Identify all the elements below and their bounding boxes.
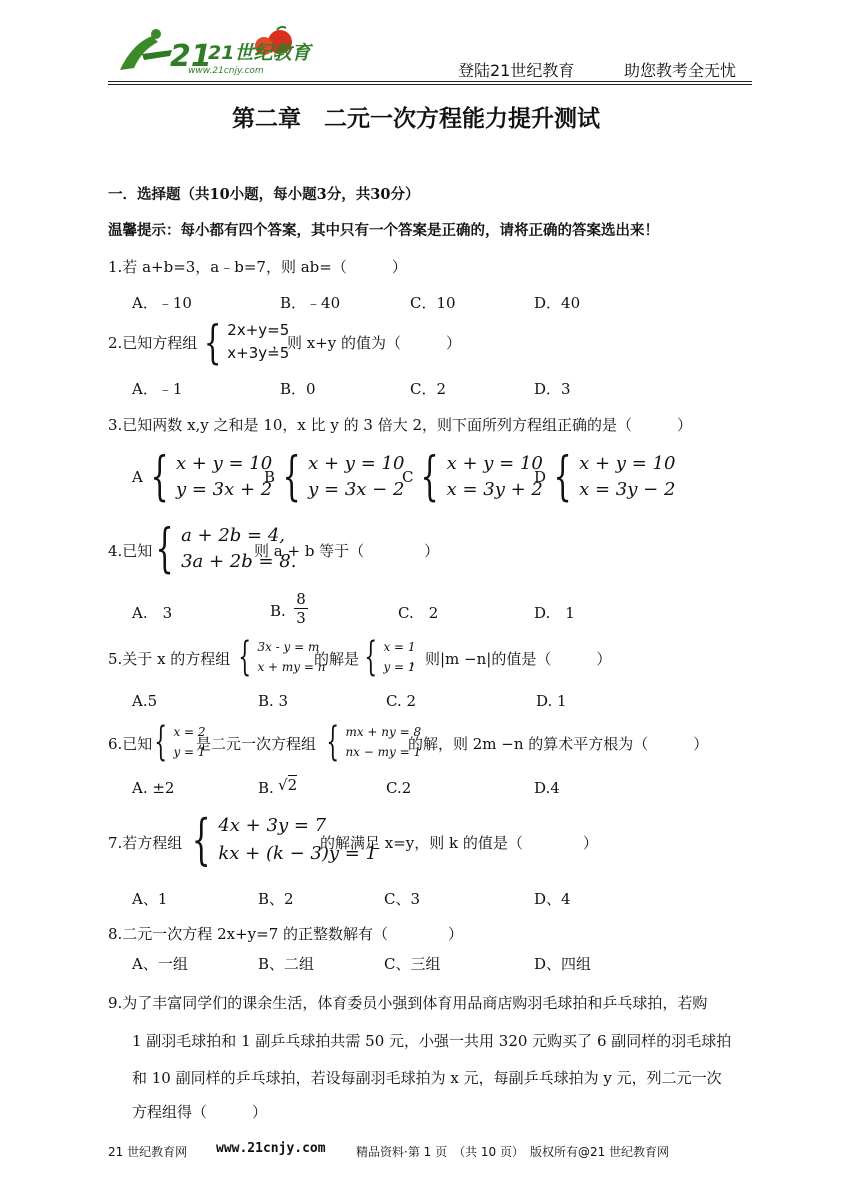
q6-mid: 是二元一次方程组 [196, 735, 317, 753]
q3-c-eq1: x + y = 10 [446, 453, 543, 474]
q7-option-d[interactable]: D、4 [534, 890, 571, 908]
footer-copyright: 精品资料·第 1 页 （共 10 页） 版权所有@21 世纪教育网 [356, 1145, 670, 1159]
q6-prefix: 6.已知 [108, 735, 153, 753]
q5-suffix: ，则|m −n|的值是（ ） [410, 650, 612, 668]
q4-prefix: 4.已知 [108, 542, 153, 560]
q2-eq2: x+3y=5 [227, 344, 290, 362]
q5-system [232, 634, 325, 680]
question-1: 1.若 a+b=3，a﹣b=7，则 ab=（ ） [108, 258, 407, 276]
q8-option-d[interactable]: D、四组 [534, 955, 592, 973]
logo-text: 21世纪教育 [208, 42, 311, 64]
brace-icon: { [238, 634, 252, 680]
q9-line-2: 1 副羽毛球拍和 1 副乒乓球拍共需 50 元，小强一共用 320 元购买了 6 副同样的羽毛球拍 [132, 1032, 732, 1050]
q4-suffix: 则 a + b 等于（ ） [254, 542, 440, 560]
header-rule-2 [108, 84, 752, 85]
header-tagline-2: 助您教考全无忧 [624, 61, 737, 80]
question-3: 3.已知两数 x,y 之和是 10，x 比 y 的 3 倍大 2，则下面所列方程组正确的是（ ） [108, 416, 693, 434]
q6-option-a[interactable]: A. ±2 [132, 779, 175, 797]
q6-sol1: x = 2 [173, 725, 206, 739]
brace-icon: { [282, 447, 301, 507]
q6-option-c[interactable]: C.2 [386, 779, 412, 797]
q8-option-b[interactable]: B、二组 [258, 955, 315, 973]
q5-sol1: x = 1 [383, 640, 416, 654]
q2-option-d[interactable]: D．3 [534, 380, 571, 398]
q5-option-c[interactable]: C. 2 [386, 692, 417, 710]
brace-icon: { [326, 719, 340, 765]
footer-url[interactable]: www.21cnjy.com [216, 1141, 326, 1156]
q4-option-b[interactable]: B. [270, 602, 286, 620]
brace-icon: { [191, 808, 211, 871]
brace-icon: { [553, 447, 572, 507]
fraction-numerator: 8 [296, 590, 306, 608]
q6-sol2: y = 1 [173, 745, 206, 759]
q5-option-a[interactable]: A.5 [132, 692, 158, 710]
brace-icon: { [203, 315, 222, 369]
q5-solution [358, 634, 416, 680]
sqrt-value: 2 [287, 776, 298, 794]
q7-option-c[interactable]: C、3 [384, 890, 421, 908]
brace-icon: { [154, 719, 168, 765]
brace-icon: { [420, 447, 440, 507]
q7-prefix: 7.若方程组 [108, 834, 183, 852]
q6-option-d[interactable]: D.4 [534, 779, 560, 797]
q3-choice-b[interactable] [264, 448, 404, 506]
q3-choice-a[interactable] [132, 448, 272, 506]
q7-option-b[interactable]: B、2 [258, 890, 294, 908]
q3-a-eq1: x + y = 10 [175, 453, 273, 474]
q2-option-a[interactable]: A．﹣1 [132, 380, 183, 398]
q3-d-eq2: x = 3y − 2 [579, 479, 676, 500]
q4-option-c[interactable]: C. 2 [398, 604, 439, 622]
q4-option-d[interactable]: D. 1 [534, 604, 575, 622]
q6-system [320, 719, 421, 765]
brace-icon: { [150, 447, 169, 507]
q5-sol2: y = 1 [383, 660, 416, 674]
q3-choice-d[interactable] [534, 448, 675, 506]
q4-eq2: 3a + 2b = 8. [181, 551, 297, 572]
q5-eq1: 3x - y = m [257, 640, 320, 654]
q4-fraction [294, 590, 308, 627]
section-heading: 一．选择题（共10小题，每小题3分，共30分） [108, 186, 420, 203]
q7-option-a[interactable]: A、1 [132, 890, 168, 908]
q3-b-eq1: x + y = 10 [308, 453, 405, 474]
q7-eq2: kx + (k − 3)y = 1 [218, 843, 378, 864]
site-logo[interactable] [112, 24, 311, 80]
q2-eq1: 2x+y=5 [227, 321, 290, 339]
q1-option-a[interactable]: A．﹣10 [132, 294, 192, 312]
q2-prefix: 2.已知方程组 [108, 334, 198, 352]
q4-option-a[interactable]: A. 3 [132, 604, 173, 622]
header-tagline-1: 登陆21世纪教育 [458, 61, 575, 80]
q7-suffix: 的解满足 x=y，则 k 的值是（ ） [320, 834, 598, 852]
q6-eq2: nx − my = 1 [345, 745, 422, 759]
q3-d-eq1: x + y = 10 [579, 453, 676, 474]
q1-option-b[interactable]: B．﹣40 [280, 294, 341, 312]
q6-sqrt [278, 776, 297, 794]
q8-option-c[interactable]: C、三组 [384, 955, 441, 973]
q4-eq1: a + 2b = 4, [181, 525, 286, 546]
q5-prefix: 5.关于 x 的方程组 [108, 650, 231, 668]
q7-eq1: 4x + 3y = 7 [218, 815, 327, 836]
q2-option-c[interactable]: C．2 [410, 380, 447, 398]
q3-c-eq2: x = 3y + 2 [446, 479, 543, 500]
q9-line-4: 方程组得（ ） [132, 1103, 268, 1121]
fraction-denominator: 3 [294, 608, 308, 627]
q9-line-1: 9.为了丰富同学们的课余生活，体育委员小强到体育用品商店购羽毛球拍和乒乓球拍，若购 [108, 994, 708, 1012]
q5-option-d[interactable]: D. 1 [536, 692, 567, 710]
footer-site: 21 世纪教育网 [108, 1145, 188, 1159]
brace-icon: { [364, 634, 378, 680]
q3-label-d: D [534, 468, 547, 486]
q3-label-b: B [264, 468, 276, 486]
header-rule [108, 81, 752, 82]
q2-option-b[interactable]: B．0 [280, 380, 316, 398]
page-title: 第二章 二元一次方程能力提升测试 [232, 106, 600, 132]
q9-line-3: 和 10 副同样的乒乓球拍，若设每副羽毛球拍为 x 元，每副乒乓球拍为 y 元，列二元一次 [132, 1069, 722, 1087]
q5-option-b[interactable]: B. 3 [258, 692, 289, 710]
sqrt-icon: √ [278, 776, 288, 794]
q1-option-d[interactable]: D．40 [534, 294, 581, 312]
q3-label-a: A [132, 468, 143, 486]
q3-choice-c[interactable] [402, 448, 543, 506]
q3-b-eq2: y = 3x − 2 [308, 479, 405, 500]
tip-text: 温馨提示：每小都有四个答案，其中只有一个答案是正确的，请将正确的答案选出来！ [108, 222, 659, 239]
svg-text:21: 21 [170, 39, 212, 74]
q5-eq2: x + my = n [257, 660, 326, 674]
q3-label-c: C [402, 468, 414, 486]
q5-mid: 的解是 [314, 650, 360, 668]
logo-url: www.21cnjy.com [188, 66, 264, 76]
q2-suffix: ，则 x+y 的值为（ ） [272, 334, 462, 352]
q6-suffix: 的解，则 2m −n 的算术平方根为（ ） [408, 735, 709, 753]
q1-option-c[interactable]: C．10 [410, 294, 456, 312]
q6-eq1: mx + ny = 8 [345, 725, 422, 739]
brace-icon: { [155, 519, 174, 579]
q6-option-b[interactable]: B. [258, 779, 274, 797]
q8-option-a[interactable]: A、一组 [132, 955, 188, 973]
q3-a-eq2: y = 3x + 2 [175, 479, 273, 500]
question-8: 8.二元一次方程 2x+y=7 的正整数解有（ ） [108, 925, 464, 943]
